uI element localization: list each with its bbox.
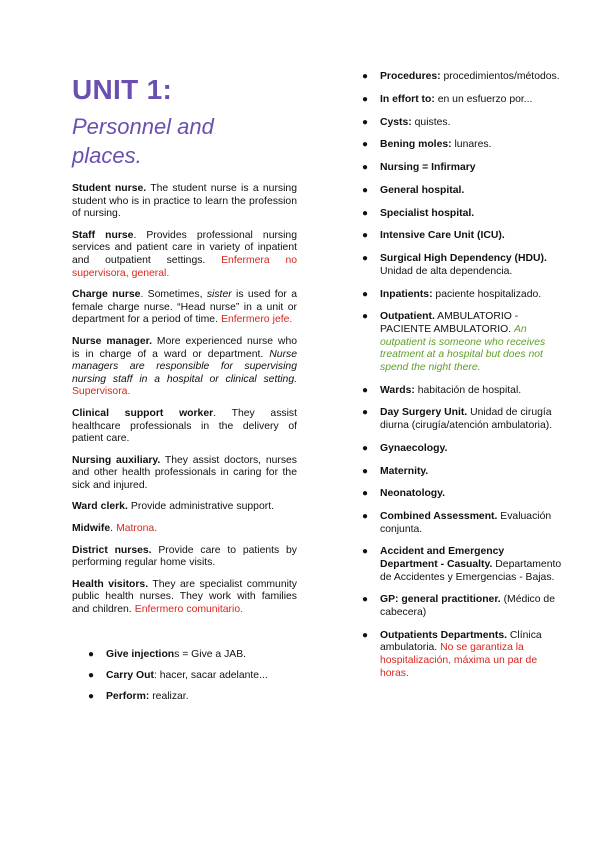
term: Specialist hospital. (380, 207, 475, 219)
description: quistes. (411, 116, 451, 128)
bullet-icon: ● (362, 184, 369, 196)
description: lunares. (451, 139, 492, 151)
right-column (362, 71, 562, 690)
term: Outpatient. (380, 311, 435, 323)
term: Nursing auxiliary. (72, 454, 161, 466)
bullet-icon: ● (362, 207, 369, 219)
term: Midwife (72, 523, 111, 535)
description: Provide administrative support. (127, 501, 274, 513)
description: Departamento de Accidentes y Emergencias - Bajas. (380, 559, 562, 583)
bullet-icon: ● (362, 288, 369, 300)
term: Health visitors. (72, 578, 149, 590)
list-item-carry-out (88, 670, 297, 683)
list-item-general-hospital (362, 185, 562, 198)
list-item-outpatient (362, 311, 562, 374)
right-bullet-list (362, 71, 562, 680)
term: Neonatology. (380, 488, 446, 500)
list-item-procedures (362, 71, 562, 84)
description: . Provides professional nursing services and patient care in variety of inpatient and outpatient settings. (72, 229, 297, 266)
list-item-accident-emergency (362, 546, 562, 584)
list-item-icu (362, 230, 562, 243)
term: Procedures: (380, 71, 441, 82)
term: Inpatients: (380, 288, 433, 300)
list-item-gp (362, 594, 562, 619)
term: GP: general practitioner. (380, 594, 501, 606)
term: Intensive Care Unit (ICU). (380, 230, 505, 242)
definition-staff-nurse (72, 230, 297, 280)
unit-title: UNIT 1: (72, 74, 173, 105)
bullet-icon: ● (362, 384, 369, 396)
description: procedimientos/métodos. (440, 71, 560, 82)
description: realizar. (149, 690, 189, 702)
translation: Supervisora. (72, 386, 131, 398)
list-item-neonatology (362, 488, 562, 501)
list-item-in-effort-to (362, 94, 562, 107)
list-item-combined-assessment (362, 511, 562, 536)
left-column (72, 74, 297, 712)
description: The student nurse is a nursing student who is in practice to learn the profession of nursing. (72, 183, 297, 220)
bullet-icon: ● (88, 648, 95, 660)
list-item-inpatients (362, 289, 562, 302)
left-bullet-list (88, 649, 297, 704)
description: . They assist healthcare professionals in the delivery of patient care. (72, 407, 297, 445)
list-item-gynaecology (362, 443, 562, 456)
translation: Enfermera no supervisora, general. (72, 254, 298, 279)
description: Unidad de alta dependencia. (380, 265, 513, 277)
list-item-maternity (362, 466, 562, 479)
term: Clinical support worker (72, 407, 214, 419)
term: Outpatients Departments. (380, 629, 508, 641)
bullet-icon: ● (362, 629, 369, 641)
description: . Sometimes, (140, 289, 207, 301)
description-cont: is used for a female charge nurse. “Head nurse” in a unit or department for a period of time. (72, 289, 297, 326)
description: s = Give a JAB. (174, 648, 247, 660)
term: Gynaecology. (380, 442, 448, 454)
term: Give injection (106, 648, 175, 660)
subtitle-line-1: Personnel and (72, 114, 214, 139)
term: Student nurse. (72, 183, 147, 194)
term: Nursing = Infirmary (380, 162, 476, 174)
definition-clinical-support-worker (72, 408, 297, 446)
bullet-icon: ● (362, 93, 369, 105)
translation: No se garantiza la hospitalización, máxima un par de horas. (380, 642, 538, 679)
list-item-give-injections (88, 649, 297, 662)
term: Surgical High Dependency (HDU). (380, 253, 547, 265)
list-item-bening-moles (362, 139, 562, 152)
definition-charge-nurse (72, 289, 297, 327)
description: . (110, 523, 117, 535)
bullet-icon: ● (362, 230, 369, 242)
term: Combined Assessment. (380, 511, 498, 523)
term: Perform: (106, 690, 150, 702)
bullet-icon: ● (362, 511, 369, 523)
unit-subtitle (72, 112, 297, 170)
term: Ward clerk. (72, 501, 128, 513)
bullet-icon: ● (362, 311, 369, 323)
description: en un esfuerzo por... (434, 93, 533, 105)
term: Accident and Emergency Department - Casualty. (380, 546, 505, 571)
definition-midwife (72, 523, 297, 536)
description: : hacer, sacar adelante... (153, 669, 268, 681)
definition-student-nurse (72, 183, 297, 221)
definition-nursing-auxiliary (72, 455, 297, 493)
term: Maternity. (380, 465, 429, 477)
bullet-icon: ● (362, 488, 369, 500)
description: Clínica ambulatoria. (380, 629, 542, 654)
list-item-hdu (362, 253, 562, 278)
subtitle-line-2: places. (72, 143, 142, 168)
description: They are specialist community public health nurses. They work with families and children. (72, 578, 297, 616)
bullet-icon: ● (362, 253, 369, 265)
term: Staff nurse (72, 229, 134, 241)
term: Wards: (380, 384, 415, 396)
italic-word: sister (206, 289, 232, 301)
term: General hospital. (380, 184, 465, 196)
bullet-icon: ● (362, 594, 369, 606)
bullet-icon: ● (362, 465, 369, 477)
bullet-icon: ● (362, 442, 369, 454)
translation: Matrona. (116, 523, 158, 535)
list-item-specialist-hospital (362, 208, 562, 221)
term: District nurses. (72, 544, 152, 556)
term: Carry Out (106, 669, 154, 681)
term: Bening moles: (380, 139, 452, 151)
bullet-icon: ● (362, 407, 369, 419)
bullet-icon: ● (362, 546, 369, 558)
italic-note: Nurse managers are responsible for supervising nursing staff in a hospital or clinical setting. (72, 348, 297, 385)
bullet-icon: ● (88, 669, 95, 681)
bullet-icon: ● (362, 139, 369, 151)
description: AMBULATORIO - PACIENTE AMBULATORIO. (380, 311, 519, 335)
bullet-icon: ● (362, 162, 369, 174)
list-item-cysts (362, 117, 562, 130)
bullet-icon: ● (362, 71, 369, 82)
term: In effort to: (380, 93, 435, 105)
definition-district-nurses (72, 545, 297, 570)
definition-nurse-manager (72, 336, 297, 399)
description: Provide care to patients by performing regular home visits. (72, 544, 297, 569)
description: More experienced nurse who is in charge of a ward or department. (72, 335, 297, 360)
list-item-perform (88, 691, 297, 704)
list-item-outpatients-departments (362, 630, 562, 680)
translation: Enfermero comunitario. (134, 604, 243, 616)
term: Day Surgery Unit. (380, 407, 468, 419)
description: Evaluación conjunta. (380, 511, 552, 535)
list-item-day-surgery-unit (362, 407, 562, 432)
bullet-icon: ● (362, 116, 369, 128)
term: Cysts: (380, 116, 412, 128)
description: They assist doctors, nurses and other health professionals in caring for the sick and injured. (72, 454, 298, 491)
list-item-nursing (362, 162, 562, 175)
description: (Médico de cabecera) (380, 594, 555, 618)
translation: Enfermero jefe. (221, 314, 293, 326)
bullet-icon: ● (88, 690, 95, 702)
term: Charge nurse (72, 289, 141, 301)
description: habitación de hospital. (414, 384, 522, 396)
list-item-wards (362, 385, 562, 398)
example-note: An outpatient is someone who receives treatment at a hospital but does not spend the night there. (380, 324, 546, 373)
definition-ward-clerk (72, 501, 297, 514)
term: Nurse manager. (72, 335, 152, 347)
description: paciente hospitalizado. (432, 288, 542, 300)
description: Unidad de cirugía diurna (cirugía/atención ambulatoria). (380, 407, 553, 431)
definition-health-visitors (72, 579, 297, 617)
